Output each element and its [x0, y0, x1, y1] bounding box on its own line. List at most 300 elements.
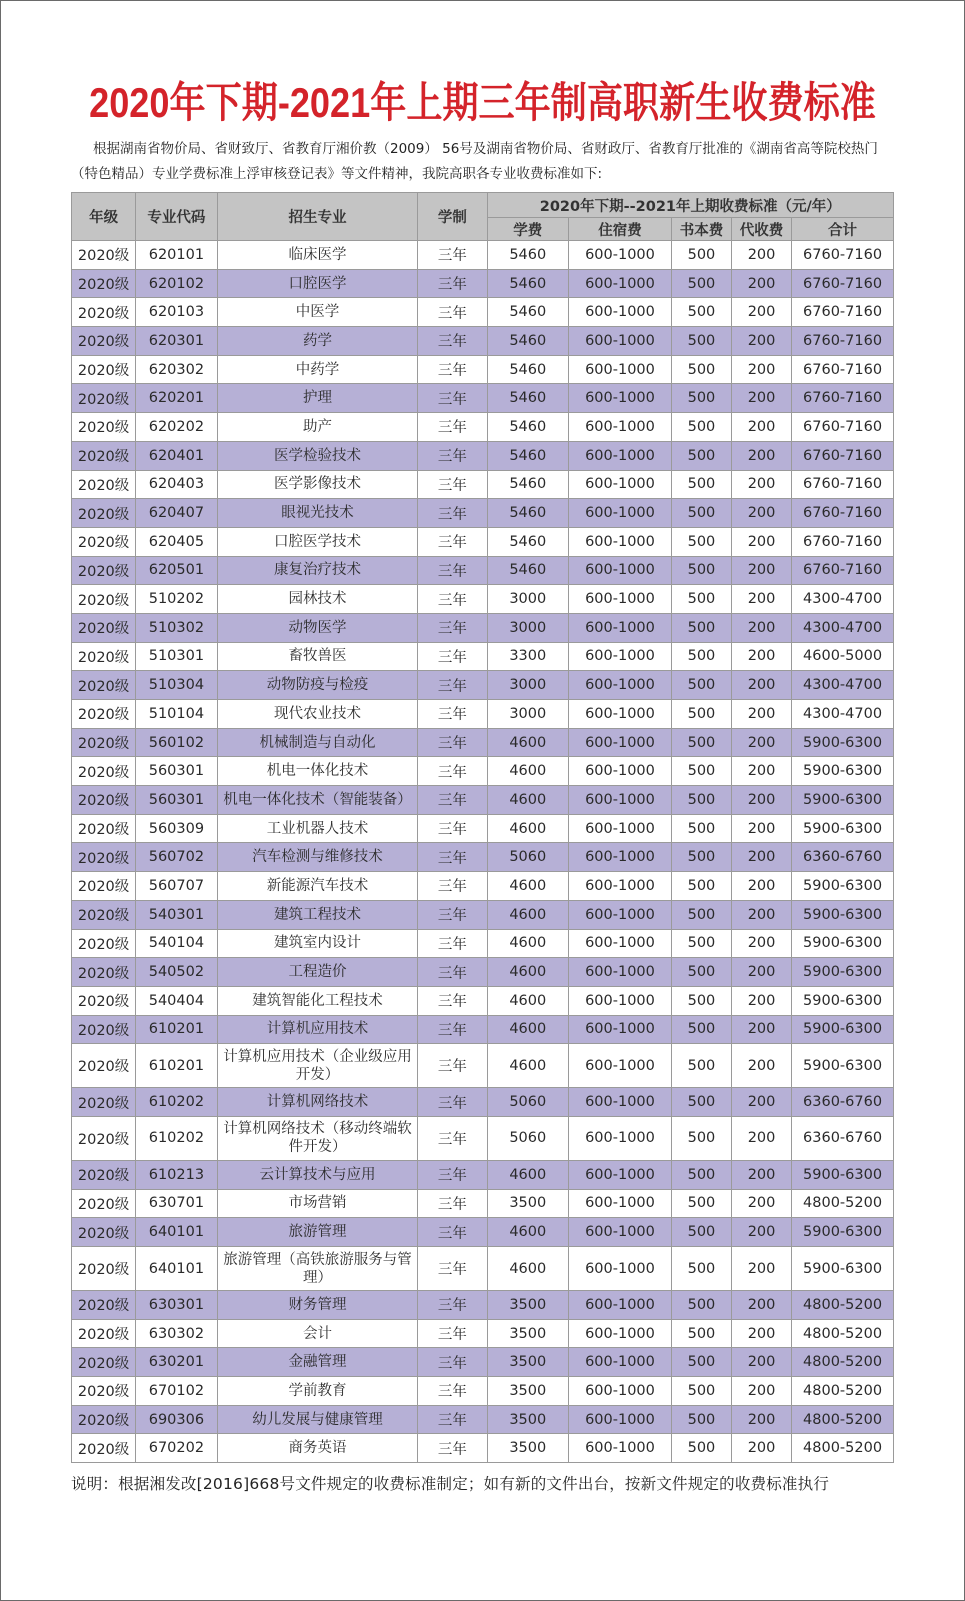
- cell-tuition: 4600: [487, 929, 568, 958]
- table-row: [72, 1044, 894, 1088]
- cell-major: 市场营销: [217, 1189, 418, 1218]
- cell-major: 新能源汽车技术: [217, 872, 418, 901]
- cell-code: 610201: [136, 1044, 217, 1088]
- cell-major: 建筑工程技术: [217, 900, 418, 929]
- table-row: [72, 585, 894, 614]
- cell-code: 510301: [136, 642, 217, 671]
- cell-agency: 200: [732, 355, 792, 384]
- cell-code: 620202: [136, 413, 217, 442]
- cell-duration: 三年: [418, 1088, 487, 1117]
- cell-lodging: 600-1000: [569, 470, 672, 499]
- cell-code: 510104: [136, 700, 217, 729]
- cell-books: 500: [671, 958, 731, 987]
- cell-books: 500: [671, 327, 731, 356]
- cell-grade: 2020级: [72, 1319, 136, 1348]
- cell-books: 500: [671, 1377, 731, 1406]
- cell-grade: 2020级: [72, 814, 136, 843]
- cell-total: 5900-6300: [792, 757, 894, 786]
- page-title: 2020年下期-2021年上期三年制高职新生收费标准: [89, 79, 876, 126]
- cell-books: 500: [671, 1247, 731, 1291]
- cell-duration: 三年: [418, 1015, 487, 1044]
- table-row: [72, 700, 894, 729]
- cell-major: 建筑室内设计: [217, 929, 418, 958]
- header-code: 专业代码: [136, 193, 217, 241]
- table-row: [72, 269, 894, 298]
- cell-major: 旅游管理（高铁旅游服务与管理）: [217, 1247, 418, 1291]
- cell-books: 500: [671, 757, 731, 786]
- cell-duration: 三年: [418, 929, 487, 958]
- cell-agency: 200: [732, 1377, 792, 1406]
- cell-books: 500: [671, 1348, 731, 1377]
- cell-books: 500: [671, 1015, 731, 1044]
- cell-tuition: 3500: [487, 1348, 568, 1377]
- cell-lodging: 600-1000: [569, 814, 672, 843]
- cell-major: 眼视光技术: [217, 499, 418, 528]
- cell-agency: 200: [732, 1319, 792, 1348]
- header-duration: 学制: [418, 193, 487, 241]
- cell-code: 640101: [136, 1218, 217, 1247]
- cell-code: 620302: [136, 355, 217, 384]
- cell-lodging: 600-1000: [569, 986, 672, 1015]
- cell-agency: 200: [732, 843, 792, 872]
- table-row: [72, 1247, 894, 1291]
- cell-grade: 2020级: [72, 1405, 136, 1434]
- cell-major: 园林技术: [217, 585, 418, 614]
- footnote: 说明：根据湘发改[2016]668号文件规定的收费标准制定；如有新的文件出台，按新文件规定的收费标准执行: [71, 1475, 830, 1493]
- cell-lodging: 600-1000: [569, 1377, 672, 1406]
- cell-lodging: 600-1000: [569, 1116, 672, 1160]
- table-row: [72, 642, 894, 671]
- cell-grade: 2020级: [72, 1434, 136, 1463]
- cell-books: 500: [671, 986, 731, 1015]
- cell-total: 4800-5200: [792, 1189, 894, 1218]
- cell-agency: 200: [732, 700, 792, 729]
- cell-grade: 2020级: [72, 1348, 136, 1377]
- cell-lodging: 600-1000: [569, 585, 672, 614]
- cell-code: 630201: [136, 1348, 217, 1377]
- cell-duration: 三年: [418, 327, 487, 356]
- header-agency: 代收费: [732, 218, 792, 241]
- cell-code: 510302: [136, 613, 217, 642]
- cell-books: 500: [671, 527, 731, 556]
- cell-total: 4800-5200: [792, 1434, 894, 1463]
- cell-lodging: 600-1000: [569, 441, 672, 470]
- cell-lodging: 600-1000: [569, 757, 672, 786]
- cell-agency: 200: [732, 1218, 792, 1247]
- cell-code: 630301: [136, 1291, 217, 1320]
- cell-grade: 2020级: [72, 613, 136, 642]
- cell-code: 620102: [136, 269, 217, 298]
- cell-duration: 三年: [418, 527, 487, 556]
- cell-tuition: 5460: [487, 355, 568, 384]
- cell-tuition: 4600: [487, 986, 568, 1015]
- cell-grade: 2020级: [72, 499, 136, 528]
- cell-tuition: 3500: [487, 1189, 568, 1218]
- cell-agency: 200: [732, 1405, 792, 1434]
- cell-major: 中药学: [217, 355, 418, 384]
- table-row: [72, 1434, 894, 1463]
- cell-major: 学前教育: [217, 1377, 418, 1406]
- cell-grade: 2020级: [72, 298, 136, 327]
- cell-total: 5900-6300: [792, 900, 894, 929]
- cell-tuition: 4600: [487, 1044, 568, 1088]
- cell-major: 动物医学: [217, 613, 418, 642]
- cell-grade: 2020级: [72, 1015, 136, 1044]
- cell-total: 4800-5200: [792, 1348, 894, 1377]
- cell-lodging: 600-1000: [569, 642, 672, 671]
- cell-agency: 200: [732, 986, 792, 1015]
- cell-duration: 三年: [418, 1247, 487, 1291]
- cell-duration: 三年: [418, 441, 487, 470]
- cell-grade: 2020级: [72, 441, 136, 470]
- table-row: [72, 757, 894, 786]
- cell-lodging: 600-1000: [569, 1044, 672, 1088]
- cell-code: 640101: [136, 1247, 217, 1291]
- header-fee-group: 2020年下期--2021年上期收费标准（元/年）: [487, 193, 893, 218]
- cell-grade: 2020级: [72, 728, 136, 757]
- table-row: [72, 556, 894, 585]
- cell-agency: 200: [732, 1348, 792, 1377]
- cell-agency: 200: [732, 1088, 792, 1117]
- cell-agency: 200: [732, 470, 792, 499]
- cell-duration: 三年: [418, 1160, 487, 1189]
- table-header: [72, 193, 894, 241]
- cell-major: 护理: [217, 384, 418, 413]
- cell-total: 6760-7160: [792, 527, 894, 556]
- cell-duration: 三年: [418, 700, 487, 729]
- cell-code: 510304: [136, 671, 217, 700]
- intro-paragraph: 根据湖南省物价局、省财致厅、省教育厅湘价教（2009） 56号及湖南省物价局、省财政厅、省教育厅批准的《湖南省高等院校热门（特色精品）专业学费标准上浮审核登记表》等文件精神，我院高职各专业收费标准如下:: [71, 141, 878, 182]
- cell-books: 500: [671, 1189, 731, 1218]
- cell-agency: 200: [732, 527, 792, 556]
- cell-grade: 2020级: [72, 757, 136, 786]
- cell-grade: 2020级: [72, 986, 136, 1015]
- table-row: [72, 355, 894, 384]
- table-row: [72, 1218, 894, 1247]
- cell-grade: 2020级: [72, 843, 136, 872]
- cell-total: 5900-6300: [792, 786, 894, 815]
- cell-code: 620403: [136, 470, 217, 499]
- cell-code: 620405: [136, 527, 217, 556]
- cell-code: 620407: [136, 499, 217, 528]
- cell-tuition: 5460: [487, 413, 568, 442]
- cell-lodging: 600-1000: [569, 900, 672, 929]
- cell-grade: 2020级: [72, 413, 136, 442]
- cell-agency: 200: [732, 1189, 792, 1218]
- cell-total: 4800-5200: [792, 1291, 894, 1320]
- cell-duration: 三年: [418, 241, 487, 270]
- cell-code: 620201: [136, 384, 217, 413]
- table-row: [72, 1160, 894, 1189]
- cell-tuition: 4600: [487, 1218, 568, 1247]
- cell-major: 计算机网络技术（移动终端软件开发）: [217, 1116, 418, 1160]
- cell-duration: 三年: [418, 269, 487, 298]
- cell-books: 500: [671, 1319, 731, 1348]
- cell-code: 540404: [136, 986, 217, 1015]
- cell-grade: 2020级: [72, 1044, 136, 1088]
- cell-major: 口腔医学技术: [217, 527, 418, 556]
- cell-code: 560301: [136, 786, 217, 815]
- cell-major: 现代农业技术: [217, 700, 418, 729]
- cell-books: 500: [671, 728, 731, 757]
- cell-tuition: 4600: [487, 757, 568, 786]
- table-row: [72, 327, 894, 356]
- cell-books: 500: [671, 843, 731, 872]
- cell-lodging: 600-1000: [569, 527, 672, 556]
- cell-grade: 2020级: [72, 700, 136, 729]
- cell-lodging: 600-1000: [569, 384, 672, 413]
- cell-agency: 200: [732, 814, 792, 843]
- cell-books: 500: [671, 1088, 731, 1117]
- cell-duration: 三年: [418, 1434, 487, 1463]
- header-books: 书本费: [671, 218, 731, 241]
- cell-code: 620401: [136, 441, 217, 470]
- cell-duration: 三年: [418, 1319, 487, 1348]
- cell-total: 5900-6300: [792, 986, 894, 1015]
- cell-grade: 2020级: [72, 327, 136, 356]
- table-row: [72, 1348, 894, 1377]
- cell-duration: 三年: [418, 1116, 487, 1160]
- cell-tuition: 4600: [487, 1247, 568, 1291]
- cell-tuition: 4600: [487, 1160, 568, 1189]
- cell-tuition: 5460: [487, 327, 568, 356]
- cell-books: 500: [671, 929, 731, 958]
- cell-tuition: 5460: [487, 441, 568, 470]
- cell-code: 560702: [136, 843, 217, 872]
- cell-major: 畜牧兽医: [217, 642, 418, 671]
- cell-total: 5900-6300: [792, 1015, 894, 1044]
- cell-total: 6760-7160: [792, 556, 894, 585]
- cell-agency: 200: [732, 1015, 792, 1044]
- cell-tuition: 3500: [487, 1434, 568, 1463]
- cell-lodging: 600-1000: [569, 671, 672, 700]
- cell-total: 6760-7160: [792, 298, 894, 327]
- cell-duration: 三年: [418, 1291, 487, 1320]
- cell-major: 动物防疫与检疫: [217, 671, 418, 700]
- table-row: [72, 527, 894, 556]
- cell-books: 500: [671, 814, 731, 843]
- cell-books: 500: [671, 241, 731, 270]
- cell-duration: 三年: [418, 413, 487, 442]
- cell-tuition: 4600: [487, 900, 568, 929]
- cell-tuition: 5460: [487, 269, 568, 298]
- cell-grade: 2020级: [72, 900, 136, 929]
- cell-total: 4300-4700: [792, 613, 894, 642]
- cell-grade: 2020级: [72, 1291, 136, 1320]
- cell-lodging: 600-1000: [569, 1247, 672, 1291]
- table-row: [72, 1319, 894, 1348]
- cell-major: 工程造价: [217, 958, 418, 987]
- cell-lodging: 600-1000: [569, 786, 672, 815]
- cell-tuition: 4600: [487, 958, 568, 987]
- cell-lodging: 600-1000: [569, 700, 672, 729]
- cell-total: 4800-5200: [792, 1377, 894, 1406]
- cell-agency: 200: [732, 298, 792, 327]
- cell-books: 500: [671, 900, 731, 929]
- cell-tuition: 3000: [487, 700, 568, 729]
- cell-books: 500: [671, 1044, 731, 1088]
- cell-grade: 2020级: [72, 1247, 136, 1291]
- cell-books: 500: [671, 671, 731, 700]
- table-row: [72, 298, 894, 327]
- cell-books: 500: [671, 298, 731, 327]
- cell-tuition: 4600: [487, 728, 568, 757]
- cell-total: 4300-4700: [792, 585, 894, 614]
- cell-lodging: 600-1000: [569, 327, 672, 356]
- cell-tuition: 5460: [487, 384, 568, 413]
- cell-code: 540502: [136, 958, 217, 987]
- cell-tuition: 3000: [487, 671, 568, 700]
- cell-lodging: 600-1000: [569, 1015, 672, 1044]
- cell-tuition: 5460: [487, 241, 568, 270]
- cell-tuition: 5460: [487, 470, 568, 499]
- cell-code: 620501: [136, 556, 217, 585]
- cell-code: 610201: [136, 1015, 217, 1044]
- table-row: [72, 241, 894, 270]
- cell-duration: 三年: [418, 814, 487, 843]
- cell-grade: 2020级: [72, 1218, 136, 1247]
- cell-tuition: 5460: [487, 298, 568, 327]
- cell-tuition: 5460: [487, 527, 568, 556]
- cell-tuition: 4600: [487, 1015, 568, 1044]
- cell-tuition: 5060: [487, 1088, 568, 1117]
- cell-agency: 200: [732, 671, 792, 700]
- cell-duration: 三年: [418, 1348, 487, 1377]
- cell-grade: 2020级: [72, 671, 136, 700]
- cell-total: 6760-7160: [792, 470, 894, 499]
- cell-lodging: 600-1000: [569, 298, 672, 327]
- table-row: [72, 786, 894, 815]
- header-total: 合计: [792, 218, 894, 241]
- cell-code: 620301: [136, 327, 217, 356]
- cell-total: 5900-6300: [792, 1218, 894, 1247]
- cell-duration: 三年: [418, 298, 487, 327]
- cell-duration: 三年: [418, 843, 487, 872]
- cell-duration: 三年: [418, 642, 487, 671]
- cell-lodging: 600-1000: [569, 1189, 672, 1218]
- cell-grade: 2020级: [72, 527, 136, 556]
- cell-major: 金融管理: [217, 1348, 418, 1377]
- cell-agency: 200: [732, 1291, 792, 1320]
- cell-lodging: 600-1000: [569, 613, 672, 642]
- table-row: [72, 1088, 894, 1117]
- cell-agency: 200: [732, 900, 792, 929]
- cell-duration: 三年: [418, 585, 487, 614]
- cell-total: 5900-6300: [792, 728, 894, 757]
- cell-agency: 200: [732, 499, 792, 528]
- cell-duration: 三年: [418, 671, 487, 700]
- cell-duration: 三年: [418, 757, 487, 786]
- cell-grade: 2020级: [72, 786, 136, 815]
- table-row: [72, 1015, 894, 1044]
- cell-major: 旅游管理: [217, 1218, 418, 1247]
- cell-tuition: 5060: [487, 843, 568, 872]
- cell-total: 6760-7160: [792, 327, 894, 356]
- cell-major: 机械制造与自动化: [217, 728, 418, 757]
- cell-code: 560102: [136, 728, 217, 757]
- table-row: [72, 900, 894, 929]
- cell-grade: 2020级: [72, 241, 136, 270]
- cell-books: 500: [671, 470, 731, 499]
- cell-tuition: 3000: [487, 613, 568, 642]
- cell-code: 560707: [136, 872, 217, 901]
- cell-agency: 200: [732, 929, 792, 958]
- cell-agency: 200: [732, 642, 792, 671]
- cell-duration: 三年: [418, 1189, 487, 1218]
- cell-major: 医学影像技术: [217, 470, 418, 499]
- cell-books: 500: [671, 355, 731, 384]
- cell-grade: 2020级: [72, 1160, 136, 1189]
- cell-major: 助产: [217, 413, 418, 442]
- cell-tuition: 5060: [487, 1116, 568, 1160]
- cell-books: 500: [671, 872, 731, 901]
- cell-total: 5900-6300: [792, 1247, 894, 1291]
- cell-grade: 2020级: [72, 470, 136, 499]
- cell-total: 4300-4700: [792, 700, 894, 729]
- cell-total: 6360-6760: [792, 1088, 894, 1117]
- cell-agency: 200: [732, 872, 792, 901]
- cell-duration: 三年: [418, 958, 487, 987]
- cell-books: 500: [671, 413, 731, 442]
- cell-books: 500: [671, 384, 731, 413]
- table-row: [72, 929, 894, 958]
- cell-grade: 2020级: [72, 355, 136, 384]
- cell-duration: 三年: [418, 1377, 487, 1406]
- cell-total: 6760-7160: [792, 413, 894, 442]
- cell-agency: 200: [732, 556, 792, 585]
- cell-lodging: 600-1000: [569, 728, 672, 757]
- table-row: [72, 1377, 894, 1406]
- cell-duration: 三年: [418, 986, 487, 1015]
- cell-duration: 三年: [418, 355, 487, 384]
- cell-agency: 200: [732, 1116, 792, 1160]
- cell-lodging: 600-1000: [569, 241, 672, 270]
- cell-agency: 200: [732, 1434, 792, 1463]
- cell-major: 机电一体化技术（智能装备）: [217, 786, 418, 815]
- table-row: [72, 1405, 894, 1434]
- cell-lodging: 600-1000: [569, 958, 672, 987]
- cell-total: 6760-7160: [792, 241, 894, 270]
- cell-total: 4600-5000: [792, 642, 894, 671]
- cell-agency: 200: [732, 958, 792, 987]
- cell-books: 500: [671, 499, 731, 528]
- cell-major: 建筑智能化工程技术: [217, 986, 418, 1015]
- cell-lodging: 600-1000: [569, 1405, 672, 1434]
- header-grade: 年级: [72, 193, 136, 241]
- cell-duration: 三年: [418, 872, 487, 901]
- cell-tuition: 5460: [487, 499, 568, 528]
- fee-table: [71, 192, 894, 1463]
- cell-grade: 2020级: [72, 1088, 136, 1117]
- cell-grade: 2020级: [72, 929, 136, 958]
- table-row: [72, 843, 894, 872]
- cell-code: 610213: [136, 1160, 217, 1189]
- cell-books: 500: [671, 700, 731, 729]
- table-row: [72, 728, 894, 757]
- cell-code: 630302: [136, 1319, 217, 1348]
- cell-code: 610202: [136, 1116, 217, 1160]
- cell-major: 计算机网络技术: [217, 1088, 418, 1117]
- cell-major: 医学检验技术: [217, 441, 418, 470]
- cell-books: 500: [671, 1160, 731, 1189]
- cell-code: 540104: [136, 929, 217, 958]
- cell-duration: 三年: [418, 499, 487, 528]
- cell-agency: 200: [732, 384, 792, 413]
- cell-agency: 200: [732, 327, 792, 356]
- cell-books: 500: [671, 1116, 731, 1160]
- cell-total: 5900-6300: [792, 872, 894, 901]
- cell-books: 500: [671, 269, 731, 298]
